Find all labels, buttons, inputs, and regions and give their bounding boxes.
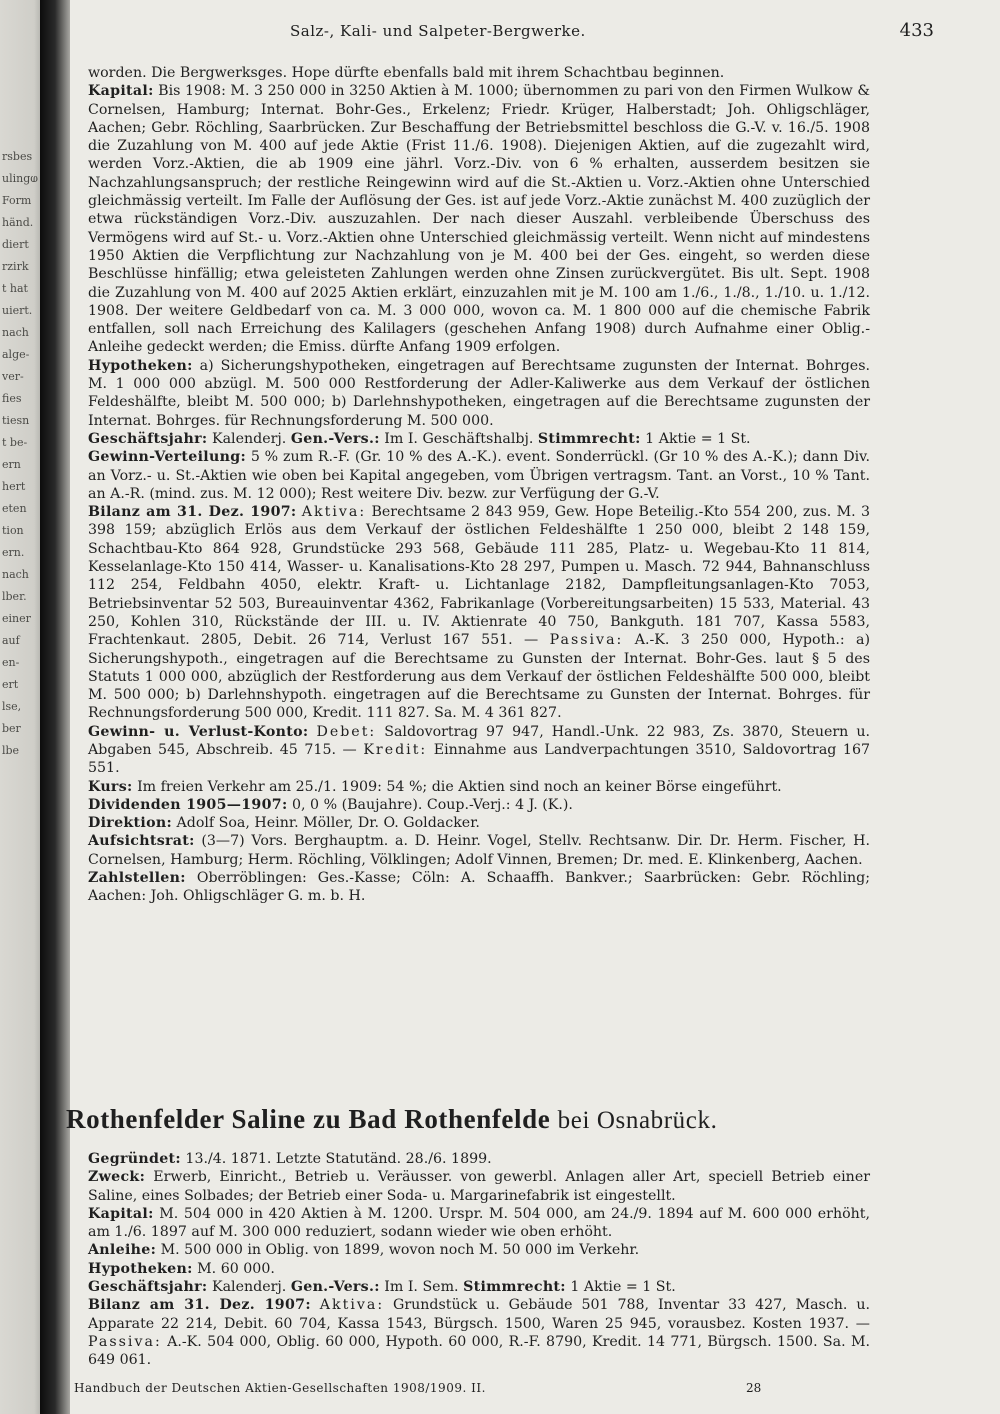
adjacent-page-text: eten xyxy=(2,502,27,515)
adjacent-page-text: ber xyxy=(2,722,21,735)
kapital2-paragraph xyxy=(88,1205,870,1242)
adjacent-page-text: alge- xyxy=(2,348,30,361)
bilanz-aktiva-label: Aktiva: xyxy=(301,504,367,521)
document-page xyxy=(66,0,1000,1414)
company-heading xyxy=(66,1104,866,1135)
guv-kredit-text: Einnahme aus Landverpachtungen 3510, Saldovortrag 167 551. xyxy=(88,741,871,777)
direktion-text: Adolf Soa, Heinr. Möller, Dr. O. Goldacker. xyxy=(176,815,480,832)
adjacent-page-text: auf xyxy=(2,634,20,647)
bilanz-paragraph xyxy=(88,503,870,723)
dividenden-paragraph xyxy=(88,796,870,814)
guv-debet-label: Debet: xyxy=(316,723,377,740)
gewinn-verteilung-paragraph xyxy=(88,448,870,503)
geschaeftsjahr2-label: Geschäftsjahr: xyxy=(88,1279,208,1296)
bilanz-passiva-label: Passiva: xyxy=(549,632,624,649)
genvers-text: Im I. Geschäftshalbj. xyxy=(384,430,534,447)
genvers-label: Gen.-Vers.: xyxy=(290,430,380,447)
kapital-paragraph xyxy=(88,82,870,356)
kurs-label: Kurs: xyxy=(88,778,133,795)
gegruendet-text: 13./4. 1871. Letzte Statutänd. 28./6. 1899. xyxy=(185,1151,492,1167)
zweck-paragraph xyxy=(88,1168,870,1205)
adjacent-page-text: nach xyxy=(2,568,29,581)
geschaeftsjahr2-paragraph xyxy=(88,1278,870,1296)
anleihe-label: Anleihe: xyxy=(88,1242,157,1259)
adjacent-page-text: Form xyxy=(2,194,32,207)
adjacent-page-text: ver- xyxy=(2,370,24,383)
hypotheken2-text: M. 60 000. xyxy=(197,1260,275,1277)
adjacent-page-text: hert xyxy=(2,480,26,493)
bilanz2-paragraph xyxy=(88,1296,870,1369)
anleihe-text: M. 500 000 in Oblig. von 1899, wovon noch M. 50 000 im Verkehr. xyxy=(160,1242,640,1259)
adjacent-page-text: ulingⱷ xyxy=(2,172,38,185)
entry-intro: worden. Die Bergwerksges. Hope dürfte ebenfalls bald mit ihrem Schachtbau beginnen. xyxy=(88,65,725,81)
kapital2-text: M. 504 000 in 420 Aktien à M. 1200. Urspr. M. 504 000, am 24./9. 1894 auf M. 600 000 erhöht, am 1./6. 1897 auf M. 300 000 reduziert, sodann wieder wie oben erhöht. xyxy=(88,1205,870,1241)
entry-rothenfelder-body xyxy=(88,1150,870,1370)
running-head xyxy=(70,22,1000,42)
hypotheken-paragraph xyxy=(88,357,870,430)
kapital-label: Kapital: xyxy=(88,83,154,100)
book-gutter xyxy=(40,0,70,1414)
adjacent-page-text: uiert. xyxy=(2,304,33,317)
anleihe-paragraph xyxy=(88,1241,870,1259)
aufsichtsrat-label: Aufsichtsrat: xyxy=(88,833,195,850)
running-head-title: Salz-, Kali- und Salpeter-Bergwerke. xyxy=(290,22,586,40)
adjacent-page-text: diert xyxy=(2,238,29,251)
hypotheken2-paragraph xyxy=(88,1260,870,1278)
geschaeftsjahr-label: Geschäftsjahr: xyxy=(88,430,208,447)
adjacent-page-text: t hat xyxy=(2,282,28,295)
entry-bergwerksges-body xyxy=(88,64,870,906)
stimmrecht-label: Stimmrecht: xyxy=(537,430,641,447)
bilanz-aktiva-text: Berechtsame 2 843 959, Gew. Hope Beteilig.-Kto 554 200, zus. M. 3 398 159; abzüglich Erlös aus dem Verkauf der östlichen Feldeshälfte 1 250 000, bleibt 2 148 159, Schachtbau-Kto 864 928, Grundstücke 293 568, Gebäude 111 285, Platz- u. Wegebau-Kto 11 814, Kesselanlage-Kto 150 414, Wasser- u. Kanalisations-Kto 28 297, Pumpen u. Masch. 72 944, Bahnanschluss 112 254, Feldbahn 4050, elektr. Kraft- u. Lichtanlage 2182, Dampfleitungsanlagen-Kto 7053, Betriebsinventar 52 503, Bureauinventar 4362, Fabrikanlage (Vorbereitungsarbeiten) 15 533, Material. 43 250, Kohlen 310, Rückstände der III. u. IV. Aktienrate 40 750, Bankguth. 181 707, Kassa 5583, Frachtenkaut. 2805, Debit. 26 714, Verlust 167 551. — xyxy=(88,504,871,649)
direktion-paragraph xyxy=(88,814,870,832)
gegruendet-paragraph xyxy=(88,1150,870,1168)
adjacent-page-text: rzirk xyxy=(2,260,29,273)
dividenden-label: Dividenden 1905—1907: xyxy=(88,796,288,813)
kapital-text: Bis 1908: M. 3 250 000 in 3250 Aktien à M. 1000; übernommen zu pari von den Firmen Wulkow & Cornelsen, Hamburg; Internat. Bohr-Ges., Erkelenz; Friedr. Krüger, Halberstadt; Joh. Ohligschläger, Aachen; Gebr. Röchling, Saarbrücken. Zur Beschaffung der Betriebsmittel beschloss die G.-V. v. 16./5. 1908 die Zuzahlung von M. 400 auf jede Aktie (Frist 11./6. 1908). Diejenigen Aktien, auf die zugezahlt wird, werden Vorz.-Aktien, die ab 1909 eine jährl. Vorz.-Div. von 6 % erhalten, ausserdem besitzen sie Nachzahlungsanspruch; der restliche Reingewinn wird auf die St.-Aktien u. Vorz.-Aktien ohne Unterschied gleichmässig verteilt. Im Falle der Auflösung der Ges. ist auf jede Vorz.-Aktie zunächst M. 400 zuzüglich der etwa rückständigen Vorz.-Div. auszuzahlen. Der nach dieser Auszahl. verbleibende Überschuss des Vermögens wird auf St.- u. Vorz.-Aktien ohne Unterschied gleichmässig verteilt. Wenn nicht auf mindestens 1950 Aktien die Verpflichtung zur Nachzahlung von je M. 400 bei der Ges. eingeht, so werden diese Beschlüsse hinfällig; etwa geleisteten Zahlungen werden ohne Zinsen zurückvergütet. Bis ult. Sept. 1908 die Zuzahlung von M. 400 auf 2025 Aktien erklärt, einzuzahlen mit je M. 100 am 1./6., 1./8., 1./10. u. 1./12. 1908. Der weitere Geldbedarf von ca. M. 3 000 000, wovon ca. M. 1 800 000 auf die chemische Fabrik entfallen, soll nach Erreichung des Kalilagers (geschehen Anfang 1908) durch Aufnahme einer Oblig.-Anleihe gedeckt werden; die Emiss. dürfte Anfang 1909 erfolgen. xyxy=(88,83,870,356)
stimmrecht2-text: 1 Aktie = 1 St. xyxy=(570,1279,676,1296)
bilanz2-passiva-label: Passiva: xyxy=(88,1333,162,1350)
adjacent-page-text: t be- xyxy=(2,436,28,449)
adjacent-page-text: nach xyxy=(2,326,29,339)
hypotheken-text: a) Sicherungshypotheken, eingetragen auf Berechtsame zugunsten der Internat. Bohrges. M. 1 000 000 abzügl. M. 500 000 Restforderung der Adler-Kaliwerke aus dem Verkauf der östlichen Feldeshälfte, bleibt M. 500 000; b) Darlehnshypotheken, eingetragen auf die Berechtsame zugunsten der Internat. Bohrges. für Rechnungsforderung M. 500 000. xyxy=(88,357,870,429)
gewinn-verteilung-text: 5 % zum R.-F. (Gr. 10 % des A.-K.). event. Sonderrückl. (Gr 10 % des A.-K.); dann Div. an Vorz.- u. St.-Aktien wie oben bei Kapital angegeben, vom Übrigen vertragsm. Tant. an Vorst., 10 % Tant. an A.-R. (mind. zus. M. 12 000); Rest weitere Div. bezw. zur Verfügung der G.-V. xyxy=(88,449,870,502)
adjacent-page-text: tiesn xyxy=(2,414,30,427)
page-number: 433 xyxy=(899,20,934,41)
bilanz2-aktiva-text: Grundstück u. Gebäude 501 788, Inventar 33 427, Masch. u. Apparate 22 214, Debit. 60 704, Kassa 1543, Bürgsch. 1500, Waren 25 945, vorausbez. Kosten 1937. — xyxy=(88,1297,870,1332)
company-heading-main: Rothenfelder Saline zu Bad Rothenfelde xyxy=(66,1104,551,1134)
bilanz-passiva-text: A.-K. 3 250 000, Hypoth.: a) Sicherungshypoth., eingetragen auf die Berechtsame zu Gunsten der Internat. Bohr-Ges. laut § 5 des Statuts 1 000 000, abzüglich der Restforderung aus dem Verkauf der östlichen Feldeshälfte 500 000, bleibt M. 500 000; b) Darlehnshypoth. eingetragen auf die Berechtsame zu Gunsten der Internat. Bohrges. für Rechnungsforderung 500 000, Kredit. 111 827. Sa. M. 4 361 827. xyxy=(88,632,871,722)
direktion-label: Direktion: xyxy=(88,815,172,832)
adjacent-page-text: tion xyxy=(2,524,24,537)
aufsichtsrat-text: (3—7) Vors. Berghauptm. a. D. Heinr. Vogel, Stellv. Rechtsanw. Dir. Dr. Herm. Fischer, H. Cornelsen, Hamburg; Herm. Röchling, Völklingen; Adolf Vinnen, Bremen; Dr. med. E. Klinkenberg, Aachen. xyxy=(88,833,870,868)
footer-signature: 28 xyxy=(746,1381,762,1395)
adjacent-page-text: lbe xyxy=(2,744,20,757)
adjacent-page-text: lber. xyxy=(2,590,27,603)
zweck-text: Erwerb, Einricht., Betrieb u. Veräusser. von gewerbl. Anlagen aller Art, speciell Betrieb einer Saline, eines Solbades; der Betrieb einer Soda- u. Margarinefabrik ist eingestellt. xyxy=(88,1169,870,1204)
adjacent-page-text: fies xyxy=(2,392,22,405)
guv-paragraph xyxy=(88,723,870,778)
geschaeftsjahr-paragraph xyxy=(88,430,870,448)
genvers2-text: Im I. Sem. xyxy=(384,1279,459,1296)
adjacent-page-text: einer xyxy=(2,612,31,625)
adjacent-page-text: lse, xyxy=(2,700,22,713)
bilanz2-passiva-text: A.-K. 504 000, Oblig. 60 000, Hypoth. 60 000, R.-F. 8790, Kredit. 14 771, Bürgsch. 1500. Sa. M. 649 061. xyxy=(88,1333,871,1369)
geschaeftsjahr-text: Kalenderj. xyxy=(212,430,287,447)
geschaeftsjahr2-text: Kalenderj. xyxy=(212,1279,287,1296)
adjacent-page-text: händ. xyxy=(2,216,34,229)
zweck-label: Zweck: xyxy=(88,1169,146,1186)
stimmrecht2-label: Stimmrecht: xyxy=(463,1279,566,1296)
footer-source: Handbuch der Deutschen Aktien-Gesellschaften 1908/1909. II. xyxy=(74,1381,486,1395)
gegruendet-label: Gegründet: xyxy=(88,1151,181,1167)
bilanz2-aktiva-label: Aktiva: xyxy=(319,1297,385,1314)
bilanz-label: Bilanz am 31. Dez. 1907: xyxy=(88,504,297,521)
guv-debet-text: Saldovortrag 97 947, Handl.-Unk. 22 983, Zs. 3870, Steuern u. Abgaben 545, Abschreib. 45 715. — xyxy=(88,723,870,758)
company-heading-suffix: bei Osnabrück. xyxy=(557,1107,718,1134)
aufsichtsrat-paragraph xyxy=(88,832,870,869)
stimmrecht-text: 1 Aktie = 1 St. xyxy=(645,430,751,447)
adjacent-page-text: ert xyxy=(2,678,19,691)
adjacent-page-text: en- xyxy=(2,656,20,669)
adjacent-page-text: ern. xyxy=(2,546,25,559)
zahlstellen-text: Oberröblingen: Ges.-Kasse; Cöln: A. Schaaffh. Bankver.; Saarbrücken: Gebr. Röchling; Aachen: Joh. Ohligschläger G. m. b. H. xyxy=(88,870,870,905)
guv-kredit-label: Kredit: xyxy=(363,741,428,758)
hypotheken-label: Hypotheken: xyxy=(88,357,193,374)
zahlstellen-label: Zahlstellen: xyxy=(88,870,186,887)
bilanz2-label: Bilanz am 31. Dez. 1907: xyxy=(88,1297,311,1314)
dividenden-text: 0, 0 % (Baujahre). Coup.-Verj.: 4 J. (K.). xyxy=(292,796,573,813)
kurs-text: Im freien Verkehr am 25./1. 1909: 54 %; die Aktien sind noch an keiner Börse eingeführt. xyxy=(137,778,782,795)
hypotheken2-label: Hypotheken: xyxy=(88,1260,193,1277)
genvers2-label: Gen.-Vers.: xyxy=(290,1279,380,1296)
zahlstellen-paragraph xyxy=(88,869,870,906)
gewinn-verteilung-label: Gewinn-Verteilung: xyxy=(88,449,246,466)
guv-label: Gewinn- u. Verlust-Konto: xyxy=(88,723,309,740)
adjacent-page-text: ern xyxy=(2,458,21,471)
kurs-paragraph xyxy=(88,778,870,796)
adjacent-page-text: rsbes xyxy=(2,150,33,163)
kapital2-label: Kapital: xyxy=(88,1205,154,1222)
